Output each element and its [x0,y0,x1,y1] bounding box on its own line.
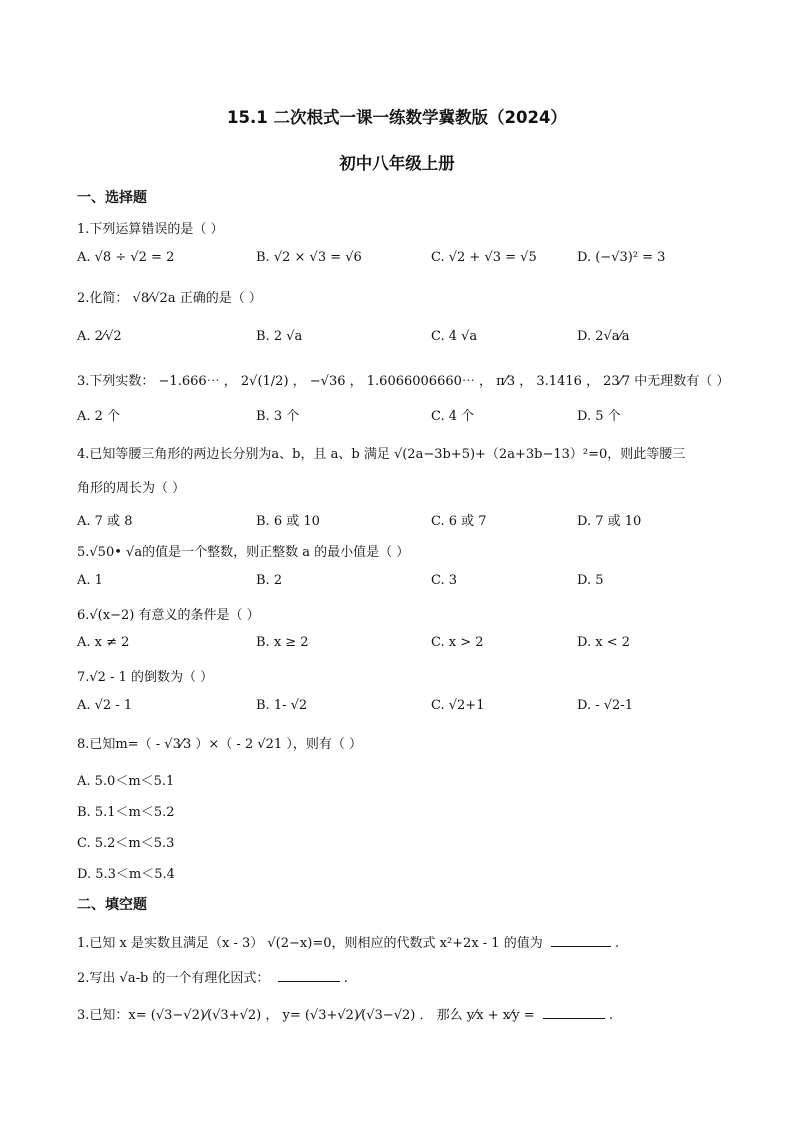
question-6-option-d: D. x < 2 [577,635,630,650]
question-5-option-a: A. 1 [77,573,103,588]
answer-blank-1[interactable] [551,936,611,947]
fill-question-1 [77,932,619,951]
question-1-option-d: D. (−√3)² = 3 [577,250,666,265]
question-1-option-c: C. √2 + √3 = √5 [431,250,537,265]
question-6-option-c: C. x > 2 [431,635,484,650]
document-title: 15.1 二次根式一课一练数学冀教版（2024） [227,108,567,127]
answer-blank-2[interactable] [278,971,340,982]
question-1-stem: 1.下列运算错误的是（ ） [77,222,224,237]
question-7-option-b: B. 1- √2 [256,698,308,713]
answer-blank-3[interactable] [543,1008,605,1019]
fill-question-2-end: . [343,971,348,986]
question-7-option-c: C. √2+1 [431,698,485,713]
question-2-option-c: C. 4 √a [431,329,478,344]
question-8-stem: 8.已知m=（ - √3⁄3 ）×（ - 2 √21 ），则有（ ） [77,737,362,752]
question-8-option-b: B. 5.1＜m＜5.2 [77,805,175,820]
question-5-option-d: D. 5 [577,573,604,588]
question-4-option-d: D. 7 或 10 [577,514,642,529]
question-3-option-d: D. 5 个 [577,409,621,424]
section-heading-choice: 一、选择题 [77,190,147,206]
question-2-option-a: A. 2⁄√2 [77,329,122,344]
question-3-option-c: C. 4 个 [431,409,475,424]
question-2-option-b: B. 2 √a [256,329,303,344]
question-2-stem: 2.化简： √8⁄√2a 正确的是（ ） [77,291,262,306]
document-subtitle: 初中八年级上册 [339,154,455,173]
question-7-stem: 7.√2 - 1 的倒数为（ ） [77,670,214,685]
fill-question-3-end: . [608,1008,614,1023]
question-4-option-b: B. 6 或 10 [256,514,320,529]
question-4-option-a: A. 7 或 8 [77,514,133,529]
question-6-option-b: B. x ≥ 2 [256,635,309,650]
question-1-option-a: A. √8 ÷ √2 = 2 [77,250,175,265]
question-3-option-b: B. 3 个 [256,409,300,424]
question-1-option-b: B. √2 × √3 = √6 [256,250,362,265]
question-4-option-c: C. 6 或 7 [431,514,487,529]
question-6-option-a: A. x ≠ 2 [77,635,130,650]
question-8-option-a: A. 5.0＜m＜5.1 [77,774,175,789]
question-8-option-d: D. 5.3＜m＜5.4 [77,867,175,882]
question-5-option-b: B. 2 [256,573,283,588]
question-7-option-a: A. √2 - 1 [77,698,133,713]
question-4-stem-continued: 角形的周长为（ ） [77,481,186,496]
fill-question-1-end: . [615,936,620,951]
question-3-stem: 3.下列实数： −1.666⋯ ， 2√(1/2) ， −√36 ， 1.6066006660⋯ ， π⁄3 ， 3.1416 ， 23⁄7 中无理数有（ ） [77,374,730,389]
question-3-option-a: A. 2 个 [77,409,121,424]
section-heading-fill: 二、填空题 [77,897,147,913]
question-2-option-d: D. 2√a⁄a [577,329,630,344]
fill-question-1-text: 1.已知 x 是实数且满足（x - 3） √(2−x)=0，则相应的代数式 x²+2x - 1 的值为 [77,936,543,951]
fill-question-2-text: 2.写出 √a-b 的一个有理化因式： [77,971,270,986]
fill-question-3-text: 3.已知：x= (√3−√2)⁄(√3+√2) ， y= (√3+√2)⁄(√3−√2) ． 那么 y⁄x + x⁄y = [77,1008,535,1023]
question-7-option-d: D. - √2-1 [577,698,633,713]
question-5-stem: 5.√50• √a的值是一个整数，则正整数 a 的最小值是（ ） [77,545,410,560]
fill-question-3 [77,1004,613,1023]
fill-question-2 [77,967,348,986]
question-4-stem: 4.已知等腰三角形的两边长分别为a、b，且 a、b 满足 √(2a−3b+5)+（2a+3b−13）²=0，则此等腰三 [77,447,686,462]
question-8-option-c: C. 5.2＜m＜5.3 [77,836,175,851]
question-6-stem: 6.√(x−2) 有意义的条件是（ ） [77,608,260,623]
question-5-option-c: C. 3 [431,573,458,588]
